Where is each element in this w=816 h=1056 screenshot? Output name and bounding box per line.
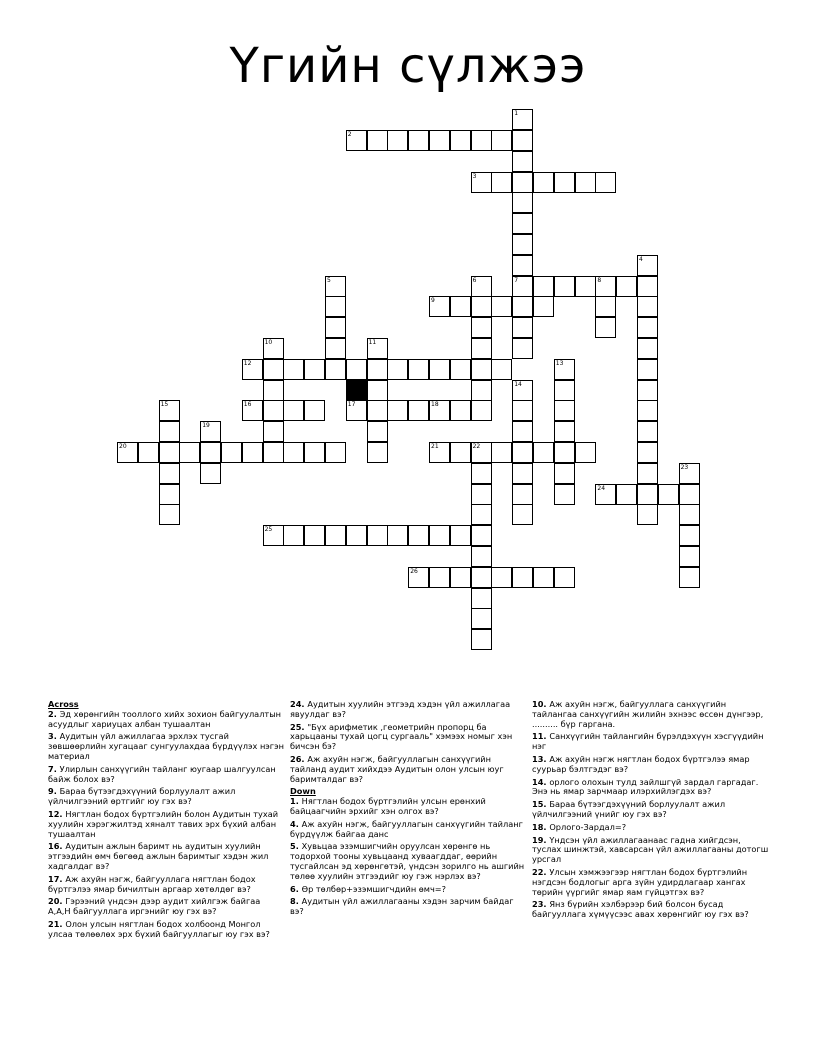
clue-number-label: 6. — [290, 883, 302, 894]
grid-cell[interactable] — [512, 130, 533, 151]
clue-text: Нягтлан бодох бүртгэлийн болон Аудитын тухай хуулийн хэрэгжилтэд хяналт тавих эрх бүхий албан тушаалтан — [48, 808, 279, 839]
grid-cell[interactable] — [637, 296, 658, 317]
clue-number: 1 — [514, 110, 519, 118]
grid-cell[interactable] — [512, 151, 533, 172]
across-clue — [48, 765, 284, 785]
grid-cell[interactable] — [429, 359, 450, 380]
grid-cell[interactable] — [512, 463, 533, 484]
grid-cell[interactable] — [263, 338, 284, 359]
grid-cell[interactable] — [304, 442, 325, 463]
clue-text: Бараа бүтээгдэхүүний борлуулалт ажил үйлчилгээний өртгийг юу гэх вэ? — [48, 786, 236, 807]
clue-number: 24 — [597, 484, 606, 492]
clue-text: Аж ахуйн нэгж, байгууллага санхүүгийн тайлангаа санхүүгийн жилийн эхнээс өссөн дүнгээр, .......... бүр гаргана. — [532, 699, 764, 729]
across-clue — [48, 732, 284, 761]
grid-cell[interactable] — [367, 442, 388, 463]
grid-cell[interactable] — [283, 525, 304, 546]
grid-cell[interactable] — [304, 359, 325, 380]
clue-text: Аж ахуйн нэгж нягтлан бодох бүртгэлээ ямар суурьар бэлтгэдэг вэ? — [532, 753, 750, 774]
grid-cell[interactable] — [387, 130, 408, 151]
grid-cell[interactable] — [408, 567, 429, 588]
grid-cell[interactable] — [429, 130, 450, 151]
down-clue — [532, 778, 772, 798]
grid-cell[interactable] — [159, 484, 180, 505]
grid-cell[interactable] — [512, 421, 533, 442]
grid-cell[interactable] — [512, 504, 533, 525]
clue-number-label: 7. — [48, 763, 60, 774]
clue-number-label: 15. — [532, 799, 550, 810]
grid-cell[interactable] — [471, 567, 492, 588]
grid-cell[interactable] — [554, 421, 575, 442]
grid-cell[interactable] — [429, 296, 450, 317]
grid-cell[interactable] — [554, 463, 575, 484]
grid-cell[interactable] — [471, 463, 492, 484]
grid-cell[interactable] — [512, 234, 533, 255]
grid-cell[interactable] — [346, 359, 367, 380]
black-cell — [346, 380, 367, 401]
clue-number-label: 26. — [290, 753, 308, 764]
grid-cell[interactable] — [367, 359, 388, 380]
grid-cell[interactable] — [533, 567, 554, 588]
grid-cell[interactable] — [471, 317, 492, 338]
grid-cell[interactable] — [471, 276, 492, 297]
grid-cell[interactable] — [283, 442, 304, 463]
clue-number: 9 — [431, 297, 435, 305]
grid-cell[interactable] — [367, 421, 388, 442]
grid-cell[interactable] — [408, 130, 429, 151]
grid-cell[interactable] — [263, 525, 284, 546]
grid-cell[interactable] — [637, 380, 658, 401]
grid-cell[interactable] — [471, 525, 492, 546]
grid-cell[interactable] — [637, 359, 658, 380]
grid-cell[interactable] — [471, 380, 492, 401]
grid-cell[interactable] — [595, 172, 616, 193]
grid-cell[interactable] — [533, 442, 554, 463]
clue-text: орлого олохын тулд зайлшгүй зардал гаргадаг. Энэ нь ямар зарчмаар илэрхийлэгдэх вэ? — [532, 776, 759, 797]
clue-text: Аудитын ажлын баримт нь аудитын хуулийн этгээдийн өмч бөгөөд ажлын баримтыг хэдэн жил хадгалдаг вэ? — [48, 841, 269, 871]
grid-cell[interactable] — [304, 400, 325, 421]
down-clue — [290, 885, 526, 895]
grid-cell[interactable] — [491, 442, 512, 463]
clues-column-2 — [290, 700, 526, 920]
grid-cell[interactable] — [512, 442, 533, 463]
clue-number-label: 19. — [532, 834, 550, 845]
grid-cell[interactable] — [471, 338, 492, 359]
clue-text: Бараа бүтээгдэхүүний борлуулалт ажил үйлчилгээний үнийг юу гэх вэ? — [532, 799, 726, 819]
grid-cell[interactable] — [325, 359, 346, 380]
grid-cell[interactable] — [658, 484, 679, 505]
clue-number-label: 16. — [48, 841, 66, 852]
grid-cell[interactable] — [159, 504, 180, 525]
clue-number-label: 13. — [532, 753, 550, 764]
grid-cell[interactable] — [616, 484, 637, 505]
grid-cell[interactable] — [491, 567, 512, 588]
across-clue — [48, 875, 284, 895]
grid-cell[interactable] — [512, 317, 533, 338]
clue-number: 17 — [347, 401, 356, 409]
grid-cell[interactable] — [637, 463, 658, 484]
grid-cell[interactable] — [325, 296, 346, 317]
grid-cell[interactable] — [637, 276, 658, 297]
grid-cell[interactable] — [263, 442, 284, 463]
clue-text: Эд хөрөнгийн тооллого хийх зохион байгуулалтын асуудлыг хариуцах албан тушаалтан — [48, 708, 282, 729]
grid-cell[interactable] — [512, 484, 533, 505]
grid-cell[interactable] — [575, 172, 596, 193]
grid-cell[interactable] — [429, 442, 450, 463]
clue-number-label: 2. — [48, 708, 60, 719]
grid-cell[interactable] — [512, 192, 533, 213]
clue-number-label: 3. — [48, 731, 60, 742]
clue-number: 4 — [639, 255, 643, 263]
clue-number: 19 — [202, 422, 210, 430]
grid-cell[interactable] — [575, 276, 596, 297]
across-clue — [290, 700, 526, 720]
grid-cell[interactable] — [325, 442, 346, 463]
clue-number-label: 22. — [532, 866, 550, 877]
grid-cell[interactable] — [325, 317, 346, 338]
grid-cell[interactable] — [450, 442, 471, 463]
grid-cell[interactable] — [429, 525, 450, 546]
grid-cell[interactable] — [512, 276, 533, 297]
across-clue — [290, 723, 526, 752]
clue-text: Олон улсын нягтлан бодох холбоонд Монгол улсаа төлөөлөх эрх бүхий байгууллагыг юу гэх вэ? — [48, 918, 270, 939]
grid-cell[interactable] — [533, 296, 554, 317]
grid-cell[interactable] — [512, 296, 533, 317]
clue-number-label: 18. — [532, 821, 550, 832]
clue-number-label: 21. — [48, 918, 66, 929]
clue-number: 3 — [472, 172, 477, 180]
grid-cell[interactable] — [450, 400, 471, 421]
grid-cell[interactable] — [346, 130, 367, 151]
grid-cell[interactable] — [637, 317, 658, 338]
clue-text: Янз бүрийн хэлбэрээр бий болсон бусад байгууллага хүмүүсээс авах хөрөнгийг юу гэх вэ? — [532, 899, 749, 920]
grid-cell[interactable] — [471, 442, 492, 463]
grid-cell[interactable] — [512, 380, 533, 401]
clue-number: 22 — [472, 443, 481, 450]
down-clue — [532, 900, 772, 920]
grid-cell[interactable] — [367, 380, 388, 401]
clue-number-label: 5. — [290, 841, 302, 852]
across-heading: Across — [48, 699, 79, 709]
clue-number: 15 — [160, 401, 169, 409]
grid-cell[interactable] — [595, 484, 616, 505]
grid-cell[interactable] — [242, 359, 263, 380]
clue-number: 23 — [680, 463, 689, 471]
grid-cell[interactable] — [471, 359, 492, 380]
clue-number: 8 — [597, 276, 602, 284]
grid-cell[interactable] — [554, 172, 575, 193]
grid-cell[interactable] — [637, 421, 658, 442]
clue-text: Хувьцаа эзэмшигчийн оруулсан хөрөнгө нь тодорхой тооны хувьцаанд хуваагддаг, өөрийн тусгайлсан эд хөрөнгөтэй, үндсэн зорилго нь ашгийн төлөө хуулийн этгээдийг юу гэж нэрлэх вэ? — [290, 841, 525, 881]
down-clue — [532, 868, 772, 897]
clue-text: Аж ахуйн нэгж, байгууллага нягтлан бодох бүртгэлээ ямар бичилтын аргаар хөтөлдөг вэ? — [48, 873, 256, 894]
grid-cell[interactable] — [471, 546, 492, 567]
down-clue — [290, 897, 526, 917]
grid-cell[interactable] — [283, 359, 304, 380]
grid-cell[interactable] — [533, 172, 554, 193]
clue-text: Аж ахуйн нэгж, байгууллагын санхүүгийн тайланд аудит хийхдээ Аудитын олон улсын юуг баримталдаг вэ? — [290, 753, 504, 784]
grid-cell[interactable] — [512, 172, 533, 193]
clue-number: 13 — [555, 359, 564, 367]
grid-cell[interactable] — [471, 588, 492, 609]
grid-cell[interactable] — [408, 525, 429, 546]
clue-number: 16 — [243, 401, 252, 409]
clue-text: Үндсэн үйл ажиллагаанаас гадна хийгдсэн, туслах шинжтэй, хавсарсан үйл ажиллагааны дотогш урсгал — [532, 834, 769, 865]
clue-number: 6 — [472, 276, 477, 284]
grid-cell[interactable] — [450, 296, 471, 317]
grid-cell[interactable] — [408, 359, 429, 380]
grid-cell[interactable] — [533, 276, 554, 297]
across-clue — [48, 710, 284, 730]
across-clue — [48, 787, 284, 807]
down-clue — [290, 820, 526, 840]
clue-number: 14 — [514, 380, 522, 388]
grid-cell[interactable] — [512, 255, 533, 276]
clue-number-label: 11. — [532, 731, 550, 742]
clue-text: Аудитын хуулийн этгээд хэдэн үйл ажиллагаа явуулдаг вэ? — [290, 699, 511, 719]
grid-cell[interactable] — [450, 130, 471, 151]
clue-number-label: 24. — [290, 699, 308, 709]
down-clue — [532, 700, 772, 729]
grid-cell[interactable] — [387, 525, 408, 546]
grid-cell[interactable] — [595, 276, 616, 297]
grid-cell[interactable] — [159, 442, 180, 463]
down-clue — [532, 800, 772, 820]
grid-cell[interactable] — [429, 400, 450, 421]
clue-text: Аж ахуйн нэгж, байгууллагын санхүүгийн тайланг бүрдүүлж байгаа данс — [290, 818, 523, 839]
grid-cell[interactable] — [554, 359, 575, 380]
grid-cell[interactable] — [471, 130, 492, 151]
grid-cell[interactable] — [283, 400, 304, 421]
grid-cell[interactable] — [471, 608, 492, 629]
clue-text: "Бүх арифметик ,геометрийн пропорц ба харьцааны тухай цогц сургааль" хэмээх номыг хэн бичсэн бэ? — [290, 721, 513, 752]
grid-cell[interactable] — [637, 504, 658, 525]
grid-cell[interactable] — [512, 109, 533, 130]
grid-cell[interactable] — [200, 442, 221, 463]
grid-cell[interactable] — [637, 338, 658, 359]
grid-cell[interactable] — [575, 442, 596, 463]
across-clue — [48, 920, 284, 940]
clue-text: Санхүүгийн тайлангийн бүрэлдэхүүн хэсгүүдийн нэг — [532, 731, 764, 752]
grid-cell[interactable] — [387, 400, 408, 421]
grid-cell[interactable] — [325, 338, 346, 359]
grid-cell[interactable] — [512, 213, 533, 234]
across-clue — [290, 755, 526, 784]
clue-number: 25 — [264, 526, 273, 534]
grid-cell[interactable] — [179, 442, 200, 463]
grid-cell[interactable] — [679, 525, 700, 546]
grid-cell[interactable] — [471, 504, 492, 525]
clue-number: 2 — [347, 131, 352, 138]
grid-cell[interactable] — [304, 525, 325, 546]
clue-number: 26 — [410, 567, 418, 575]
grid-cell[interactable] — [679, 463, 700, 484]
grid-cell[interactable] — [679, 504, 700, 525]
grid-cell[interactable] — [491, 172, 512, 193]
across-clue — [48, 842, 284, 871]
clue-number: 10 — [264, 339, 273, 346]
clue-number-label: 12. — [48, 808, 66, 819]
grid-cell[interactable] — [471, 296, 492, 317]
grid-cell[interactable] — [367, 400, 388, 421]
clue-number: 18 — [431, 401, 439, 409]
grid-cell[interactable] — [512, 567, 533, 588]
grid-cell[interactable] — [679, 484, 700, 505]
grid-cell[interactable] — [450, 359, 471, 380]
down-clue — [532, 836, 772, 865]
grid-cell[interactable] — [637, 484, 658, 505]
grid-cell[interactable] — [616, 276, 637, 297]
grid-cell[interactable] — [138, 442, 159, 463]
grid-cell[interactable] — [491, 359, 512, 380]
grid-cell[interactable] — [159, 421, 180, 442]
grid-cell[interactable] — [221, 442, 242, 463]
grid-cell[interactable] — [679, 546, 700, 567]
grid-cell[interactable] — [200, 463, 221, 484]
clue-number-label: 23. — [532, 899, 550, 910]
clue-number: 12 — [243, 359, 252, 367]
grid-cell[interactable] — [637, 255, 658, 276]
grid-cell[interactable] — [512, 400, 533, 421]
grid-cell[interactable] — [242, 442, 263, 463]
grid-cell[interactable] — [346, 400, 367, 421]
clue-text: Улирлын санхүүгийн тайланг юугаар шалгуулсан байж болох вэ? — [48, 763, 276, 784]
grid-cell[interactable] — [429, 567, 450, 588]
clue-number-label: 20. — [48, 896, 66, 907]
grid-cell[interactable] — [471, 484, 492, 505]
grid-cell[interactable] — [554, 442, 575, 463]
grid-cell[interactable] — [367, 130, 388, 151]
clues-column-3 — [532, 700, 772, 923]
grid-cell[interactable] — [159, 400, 180, 421]
grid-cell[interactable] — [408, 400, 429, 421]
grid-cell[interactable] — [450, 567, 471, 588]
grid-cell[interactable] — [595, 296, 616, 317]
grid-cell[interactable] — [637, 400, 658, 421]
grid-cell[interactable] — [159, 463, 180, 484]
clue-text: Аудитын үйл ажиллагааны хэдэн зарчим байдаг вэ? — [290, 896, 514, 917]
grid-cell[interactable] — [117, 442, 138, 463]
across-clue — [48, 897, 284, 917]
clue-text: Аудитын үйл ажиллагаа эрхлэх тусгай зөвшөөрлийн хугацааг сунгуулахдаа бүрдүүлэх нэгэн материал — [48, 731, 284, 761]
clue-number: 11 — [368, 339, 377, 346]
clue-number: 7 — [514, 276, 519, 284]
grid-cell[interactable] — [367, 525, 388, 546]
grid-cell[interactable] — [471, 400, 492, 421]
grid-cell[interactable] — [263, 359, 284, 380]
grid-cell[interactable] — [554, 567, 575, 588]
clue-number: 21 — [431, 443, 439, 450]
grid-cell[interactable] — [471, 629, 492, 650]
clue-number-label: 1. — [290, 796, 302, 807]
grid-cell[interactable] — [325, 525, 346, 546]
clue-number: 20 — [119, 443, 127, 450]
down-clue — [532, 732, 772, 752]
grid-cell[interactable] — [595, 317, 616, 338]
grid-cell[interactable] — [554, 380, 575, 401]
clue-number-label: 4. — [290, 818, 302, 829]
clue-text: Улсын хэмжээгээр нягтлан бодох бүртгэлийн нэгдсэн бодлогыг арга зүйн удирдлагаар хангах төрийн үүргийг ямар яам гүйцэтгэх вэ? — [532, 866, 748, 897]
down-clue — [290, 842, 526, 881]
clue-number-label: 14. — [532, 776, 550, 787]
grid-cell[interactable] — [554, 484, 575, 505]
grid-cell[interactable] — [637, 442, 658, 463]
clue-text: Өр төлбөр+эзэмшигчдийн өмч=? — [301, 883, 447, 894]
clue-number-label: 9. — [48, 786, 60, 797]
down-clue — [532, 755, 772, 775]
clue-number-label: 10. — [532, 699, 550, 709]
clue-number-label: 25. — [290, 721, 308, 732]
grid-cell[interactable] — [263, 421, 284, 442]
down-heading: Down — [290, 786, 316, 797]
grid-cell[interactable] — [491, 296, 512, 317]
grid-cell[interactable] — [263, 400, 284, 421]
clue-number: 5 — [327, 276, 331, 284]
grid-cell[interactable] — [554, 400, 575, 421]
grid-cell[interactable] — [554, 276, 575, 297]
grid-cell[interactable] — [346, 525, 367, 546]
grid-cell[interactable] — [471, 172, 492, 193]
grid-cell[interactable] — [491, 130, 512, 151]
clue-number-label: 17. — [48, 873, 66, 884]
grid-cell[interactable] — [200, 421, 221, 442]
across-clue — [48, 810, 284, 839]
grid-cell[interactable] — [512, 338, 533, 359]
grid-cell[interactable] — [450, 525, 471, 546]
grid-cell[interactable] — [325, 276, 346, 297]
grid-cell[interactable] — [242, 400, 263, 421]
grid-cell[interactable] — [387, 359, 408, 380]
clue-text: Гэрээний үндсэн дээр аудит хийлгэж байгаа А,А,Н байгууллага иргэнийг юу гэх вэ? — [48, 896, 261, 917]
clues-column-1 — [48, 700, 284, 943]
down-clue — [532, 823, 772, 833]
grid-cell[interactable] — [679, 567, 700, 588]
clue-number-label: 8. — [290, 896, 302, 907]
grid-cell[interactable] — [367, 338, 388, 359]
grid-cell[interactable] — [263, 380, 284, 401]
down-clue — [290, 797, 526, 817]
clue-text: Нягтлан бодох бүртгэлийн улсын ерөнхий байцаагчийн эрхийг хэн олгох вэ? — [290, 796, 486, 816]
page-title: Үгийн сүлжээ — [229, 38, 587, 94]
clue-text: Орлого-Зардал=? — [549, 821, 627, 832]
